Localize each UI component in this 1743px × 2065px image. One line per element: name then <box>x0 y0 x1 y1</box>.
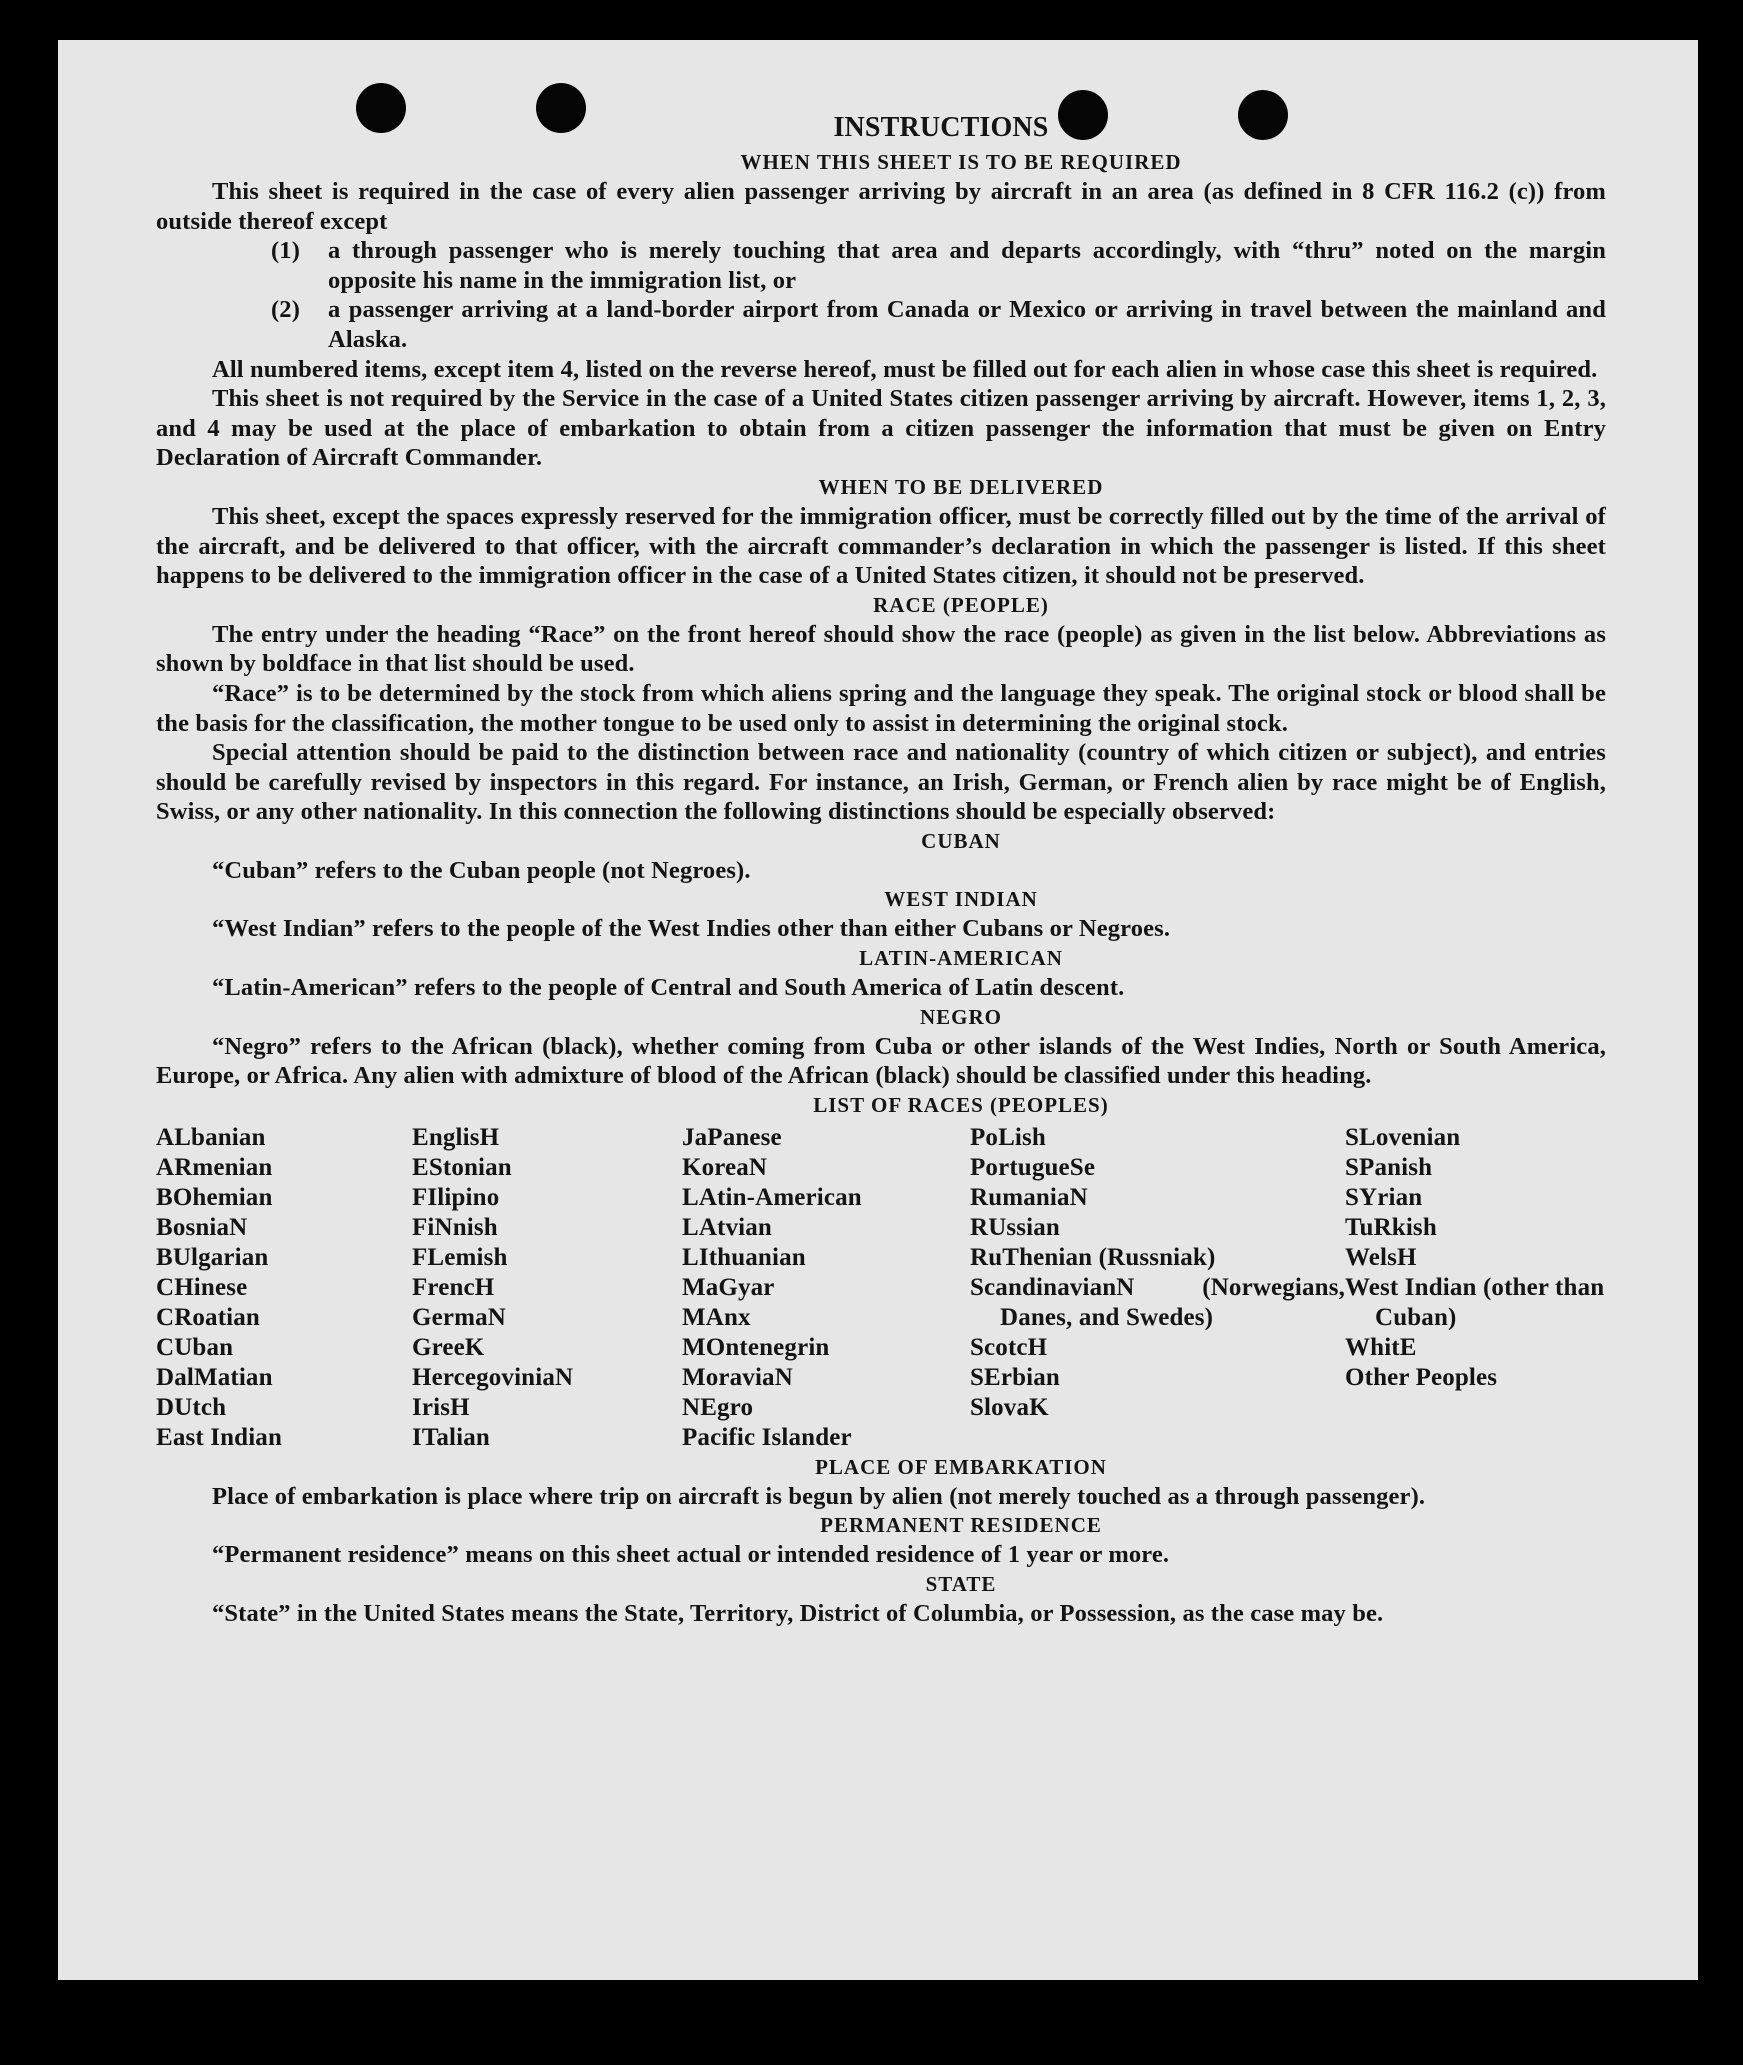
section-heading-latin-american: LATIN-AMERICAN <box>859 946 1063 971</box>
paragraph-citizen: This sheet is not required by the Service in the case of a United States citizen passenger arriving by aircraft. However, items 1, 2, 3, and 4 may be used at the place of embarkation to obtain from a citizen passenger the information that must be given on Entry Declaration of Aircraft Commander. <box>156 385 1606 472</box>
race-entry: DUtch <box>156 1393 227 1421</box>
paragraph-delivery: This sheet, except the spaces expressly reserved for the immigration officer, must be correctly filled out by the time of the arrival of the aircraft, and be delivered to that officer, with the aircraft commander’s declaration in which the passenger is listed. If this sheet happens to be delivered to the immigration officer in the case of a United States citizen, it should not be preserved. <box>156 502 1606 590</box>
section-heading-west-indian: WEST INDIAN <box>884 887 1038 912</box>
section-heading-negro: NEGRO <box>919 1004 1002 1029</box>
race-entry: SLovenian <box>1345 1123 1461 1151</box>
section-heading-race: RACE (PEOPLE) <box>873 592 1049 617</box>
page-title: INSTRUCTIONS <box>833 112 1049 143</box>
races-column <box>682 1123 970 1453</box>
section-heading-when-required: WHEN THIS SHEET IS TO BE REQUIRED <box>740 150 1182 174</box>
race-entry: BUlgarian <box>156 1243 269 1271</box>
race-entry: CRoatian <box>156 1303 260 1331</box>
race-entry: RUssian <box>970 1213 1060 1241</box>
section-heading-cuban: CUBAN <box>921 828 1001 853</box>
exception-number: (1) <box>271 237 301 265</box>
race-entry: JaPanese <box>682 1123 782 1151</box>
race-entry: CHinese <box>156 1273 248 1301</box>
section-heading-list-of-races: LIST OF RACES (PEOPLES) <box>813 1092 1109 1117</box>
race-entry: ScotcH <box>970 1333 1048 1361</box>
race-entry: ScandinavianN (Norwegians, Danes, and Swedes) <box>970 1273 1345 1331</box>
race-entry: East Indian <box>156 1423 283 1451</box>
race-entry: Pacific Islander <box>682 1423 852 1451</box>
race-entry: MoraviaN <box>682 1363 793 1391</box>
section-heading-when-delivered: WHEN TO BE DELIVERED <box>818 474 1104 499</box>
definition-west-indian: “West Indian” refers to the people of the West Indies other than either Cubans or Negroes. <box>212 915 1171 943</box>
race-entry: FLemish <box>412 1243 508 1271</box>
paragraph-intro: This sheet is required in the case of every alien passenger arriving by aircraft in an area (as defined in 8 CFR 116.2 (c)) from outside thereof except <box>156 178 1606 235</box>
race-entry: WelsH <box>1345 1243 1417 1271</box>
paragraph-race-entry: The entry under the heading “Race” on the front hereof should show the race (people) as given in the list below. Abbreviations as shown by boldface in that list should be used. <box>156 620 1606 678</box>
race-entry: ARmenian <box>156 1153 273 1181</box>
paragraph-numbered-items: All numbered items, except item 4, listed on the reverse hereof, must be filled out for each alien in whose case this sheet is required. <box>212 355 1598 383</box>
race-entry: DalMatian <box>156 1363 273 1391</box>
race-entry: GreeK <box>412 1333 485 1361</box>
race-entry: ITalian <box>412 1423 490 1451</box>
races-column <box>1345 1123 1606 1453</box>
race-entry: SErbian <box>970 1363 1060 1391</box>
race-entry: RuThenian (Russniak) <box>970 1243 1216 1271</box>
race-entry: MOntenegrin <box>682 1333 830 1361</box>
race-entry: RumaniaN <box>970 1183 1088 1211</box>
paragraph-race-nationality: Special attention should be paid to the distinction between race and nationality (country of which citizen or subject), and entries should be carefully revised by inspectors in this regard. For instance, an Irish, German, or French alien by race might be of English, Swiss, or any other nationality. In this connection the following distinctions should be especially observed: <box>156 739 1606 826</box>
race-entry: EStonian <box>412 1153 512 1181</box>
race-entry: MAnx <box>682 1303 751 1331</box>
definition-latin-american: “Latin-American” refers to the people of Central and South America of Latin descent. <box>212 974 1125 1002</box>
race-entry: LAtin-American <box>682 1183 862 1211</box>
race-entry: CUban <box>156 1333 234 1361</box>
definition-state: “State” in the United States means the State, Territory, District of Columbia, or Possession, as the case may be. <box>212 1600 1384 1628</box>
race-entry: LIthuanian <box>682 1243 806 1271</box>
section-heading-state: STATE <box>925 1572 997 1597</box>
race-entry: SlovaK <box>970 1393 1049 1421</box>
definition-negro: “Negro” refers to the African (black), whether coming from Cuba or other islands of the West Indies, North or South America, Europe, or Africa. Any alien with admixture of blood of the African (black) should be classified under this heading. <box>156 1032 1606 1090</box>
race-entry: Other Peoples <box>1345 1363 1498 1391</box>
instructions-content <box>156 108 1606 1629</box>
race-entry: FrencH <box>412 1273 495 1301</box>
race-entry: ALbanian <box>156 1123 266 1151</box>
definition-cuban: “Cuban” refers to the Cuban people (not Negroes). <box>212 856 751 884</box>
races-column <box>412 1123 682 1453</box>
race-entry: MaGyar <box>682 1273 775 1301</box>
race-entry: BosniaN <box>156 1213 248 1241</box>
race-entry: SYrian <box>1345 1183 1423 1211</box>
race-entry: LAtvian <box>682 1213 772 1241</box>
section-heading-embarkation: PLACE OF EMBARKATION <box>815 1454 1107 1479</box>
race-entry: SPanish <box>1345 1153 1433 1181</box>
exception-item <box>271 236 1606 295</box>
definition-residence: “Permanent residence” means on this sheet actual or intended residence of 1 year or more. <box>212 1541 1170 1569</box>
race-entry: BOhemian <box>156 1183 273 1211</box>
race-entry: PortugueSe <box>970 1153 1096 1181</box>
race-entry: NEgro <box>682 1393 754 1421</box>
paragraph-race-stock: “Race” is to be determined by the stock from which aliens spring and the language they speak. The original stock or blood shall be the basis for the classification, the mother tongue to be used only to assist in determining the original stock. <box>156 679 1606 737</box>
race-entry: HercegoviniaN <box>412 1363 574 1391</box>
exception-number: (2) <box>271 296 301 324</box>
races-column <box>156 1123 412 1453</box>
races-column <box>970 1123 1345 1453</box>
document-sheet <box>58 40 1698 1980</box>
definition-embarkation: Place of embarkation is place where trip on aircraft is begun by alien (not merely touched as a through passenger). <box>212 1482 1426 1510</box>
race-entry: GermaN <box>412 1303 506 1331</box>
section-heading-residence: PERMANENT RESIDENCE <box>820 1513 1102 1538</box>
race-entry: FiNnish <box>412 1213 498 1241</box>
race-entry: WhitE <box>1345 1333 1417 1361</box>
exception-item <box>271 295 1606 354</box>
exception-text: a passenger arriving at a land-border airport from Canada or Mexico or arriving in travel between the mainland and Alaska. <box>328 296 1606 353</box>
race-entry: KoreaN <box>682 1153 768 1181</box>
race-entry: IrisH <box>412 1393 470 1421</box>
races-list <box>156 1123 1606 1453</box>
race-entry: TuRkish <box>1345 1213 1437 1241</box>
race-entry: West Indian (other than Cuban) <box>1345 1273 1605 1331</box>
exception-text: a through passenger who is merely touching that area and departs accordingly, with “thru” noted on the margin opposite his name in the immigration list, or <box>328 237 1606 294</box>
race-entry: FIlipino <box>412 1183 500 1211</box>
race-entry: EnglisH <box>412 1123 500 1151</box>
race-entry: PoLish <box>970 1123 1046 1151</box>
